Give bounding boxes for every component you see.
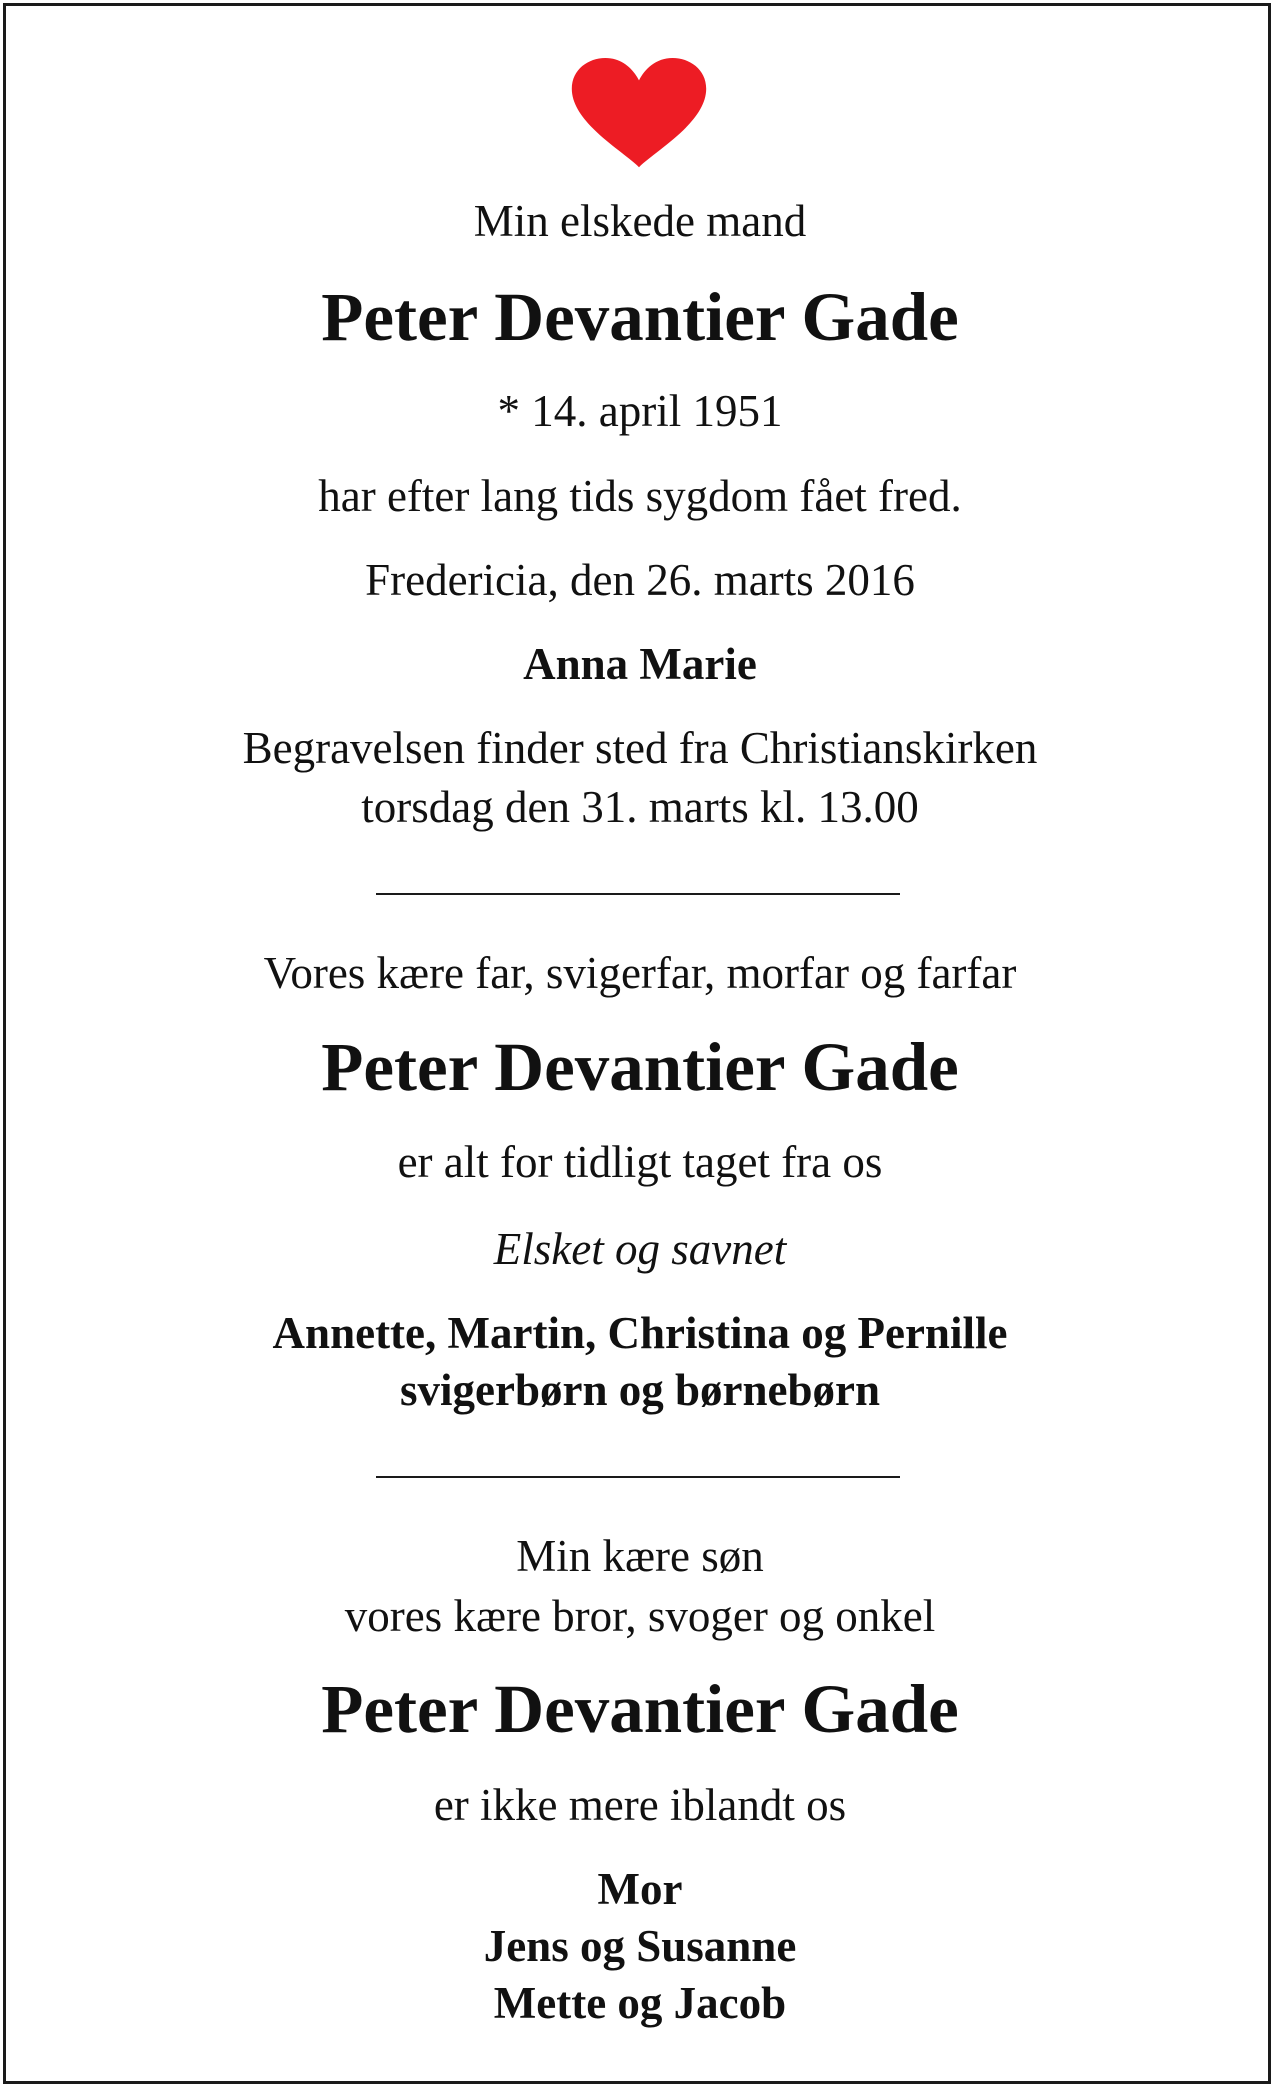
section3-name: Peter Devantier Gade	[321, 1671, 959, 1747]
section2-intro: Vores kære far, svigerfar, morfar og farfar	[263, 948, 1017, 998]
section3-signers-line2: Jens og Susanne	[483, 1921, 797, 1971]
section3-signers-line3: Mette og Jacob	[493, 1978, 787, 2028]
section1-born: * 14. april 1951	[497, 386, 783, 436]
section1-signer: Anna Marie	[523, 639, 757, 689]
section3-intro-line1: Min kære søn	[516, 1531, 764, 1581]
section2-italic: Elsket og savnet	[493, 1224, 787, 1274]
section2-name: Peter Devantier Gade	[321, 1029, 959, 1105]
divider	[376, 893, 900, 895]
section1-place-date: Fredericia, den 26. marts 2016	[365, 555, 915, 605]
section3-text: er ikke mere iblandt os	[433, 1780, 847, 1830]
section1-name: Peter Devantier Gade	[321, 279, 959, 355]
heart-icon	[567, 58, 711, 170]
section2-signers-line1: Annette, Martin, Christina og Pernille	[272, 1308, 1008, 1358]
section1-funeral-line2: torsdag den 31. marts kl. 13.00	[361, 782, 919, 832]
section2-signers-line2: svigerbørn og børnebørn	[399, 1365, 880, 1415]
section3-intro-line2: vores kære bror, svoger og onkel	[344, 1591, 936, 1641]
section1-funeral-line1: Begravelsen finder sted fra Christianskirken	[242, 723, 1038, 773]
section2-text: er alt for tidligt taget fra os	[397, 1137, 883, 1187]
section3-signers-line1: Mor	[597, 1864, 683, 1914]
divider	[376, 1476, 900, 1478]
section1-intro: Min elskede mand	[473, 196, 807, 246]
section1-text: har efter lang tids sygdom fået fred.	[318, 471, 962, 521]
